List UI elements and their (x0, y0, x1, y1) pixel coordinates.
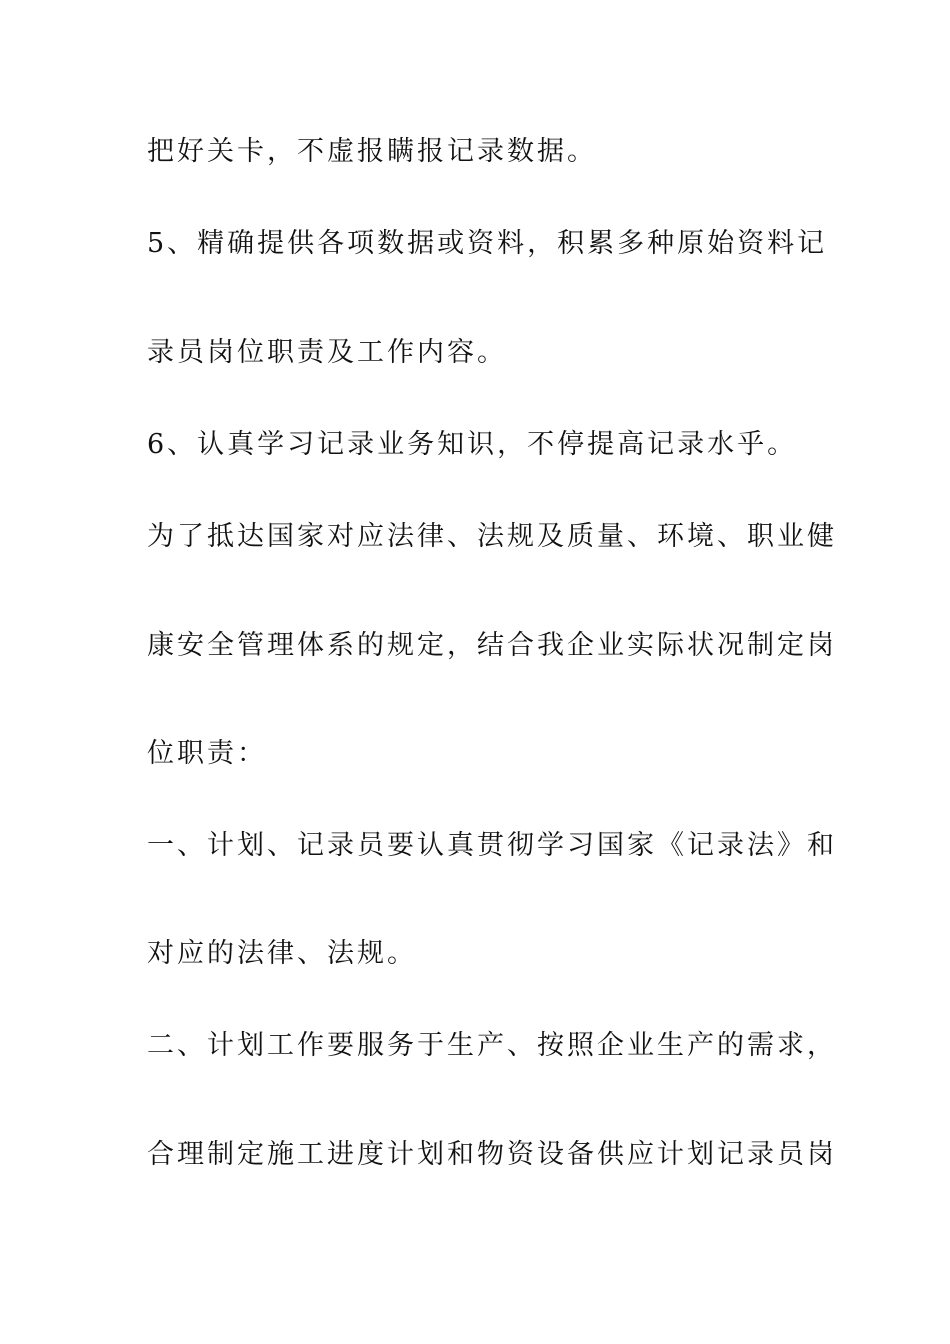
text-line-4: 6、认真学习记录业务知识，不停提高记录水乎。 (147, 429, 798, 460)
text-line-5: 为了抵达国家对应法律、法规及质量、环境、职业健 (147, 521, 837, 552)
text-line-10: 二、计划工作要服务于生产、按照企业生产的需求， (147, 1030, 837, 1061)
text-line-1: 把好关卡，不虚报瞒报记录数据。 (147, 136, 597, 167)
text-line-9: 对应的法律、法规。 (147, 938, 417, 969)
text-line-11: 合理制定施工进度计划和物资设备供应计划记录员岗 (147, 1139, 837, 1170)
text-line-6: 康安全管理体系的规定，结合我企业实际状况制定岗 (147, 630, 837, 661)
text-line-3: 录员岗位职责及工作内容。 (147, 337, 507, 368)
text-line-2: 5、精确提供各项数据或资料，积累多种原始资料记 (147, 228, 828, 259)
text-line-7: 位职责： (147, 738, 267, 769)
text-line-8: 一、计划、记录员要认真贯彻学习国家《记录法》和 (147, 830, 837, 861)
